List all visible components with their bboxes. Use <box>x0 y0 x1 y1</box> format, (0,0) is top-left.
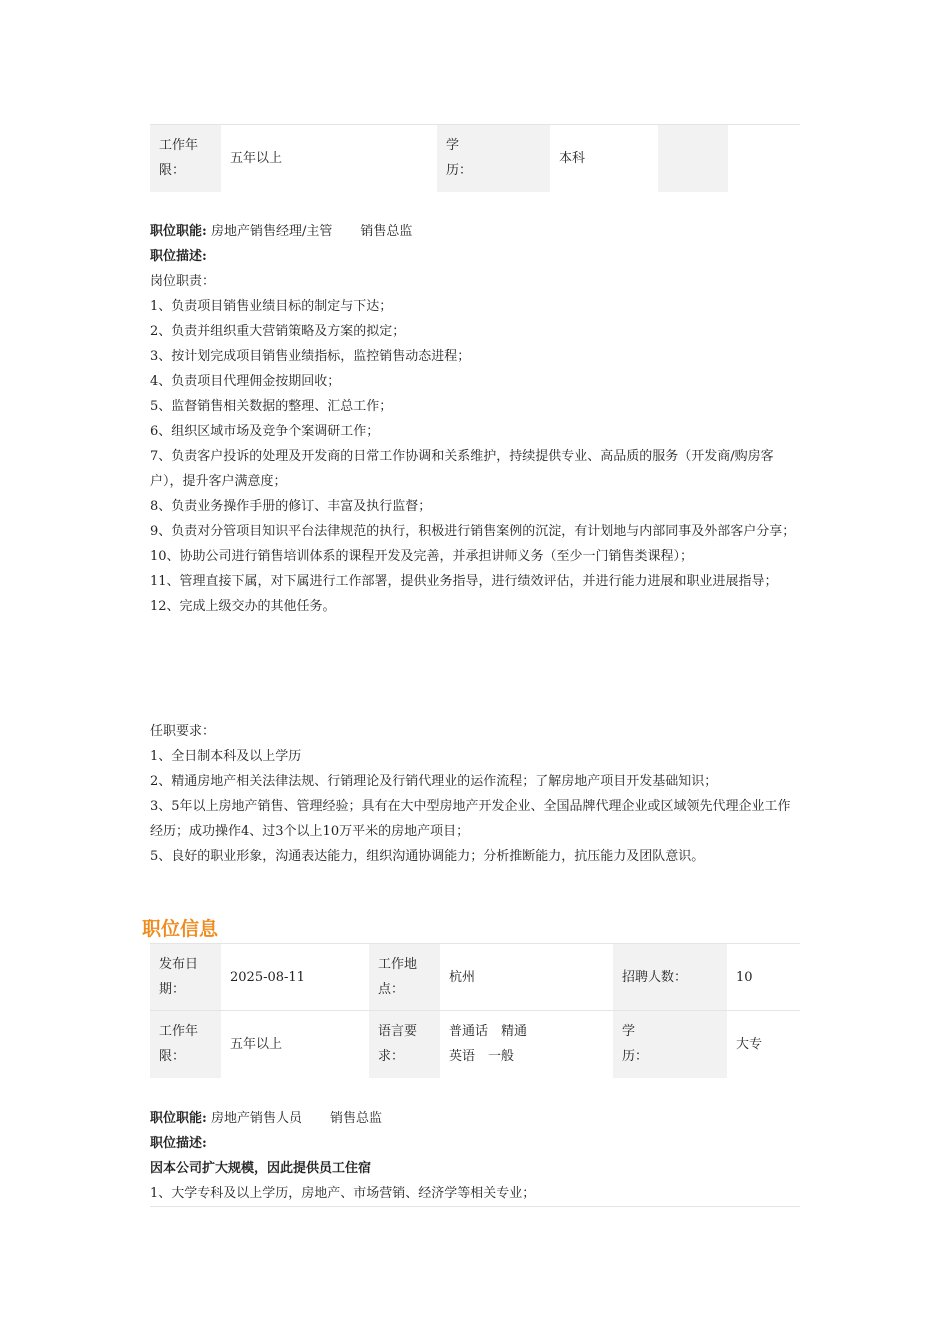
duty-item: 10、协助公司进行销售培训体系的课程开发及完善，并承担讲师义务（至少一门销售类课程）； <box>150 549 694 564</box>
education-label: 学历： <box>613 1011 727 1078</box>
job-function-item: 房地产销售人员 <box>210 1111 302 1126</box>
duty-item: 5、监督销售相关数据的整理、汇总工作； <box>150 399 393 414</box>
location-label: 工作地点： <box>369 944 440 1011</box>
duty-item: 2、负责并组织重大营销策略及方案的拟定； <box>150 324 406 339</box>
publish-date-value: 2025-08-11 <box>221 944 369 1011</box>
req-item: 1、全日制本科及以上学历 <box>150 749 302 764</box>
education-value: 本科 <box>550 125 658 192</box>
language-value <box>440 1011 613 1078</box>
experience-value: 五年以上 <box>221 125 437 192</box>
duty-item: 6、组织区域市场及竞争个案调研工作； <box>150 424 380 439</box>
job-function-label: 职位职能: <box>150 224 207 239</box>
job-function-item: 销售总监 <box>360 224 413 239</box>
experience-label: 工作年限： <box>150 1011 221 1078</box>
duty-title: 岗位职责： <box>150 274 216 289</box>
job2-body <box>150 1106 800 1207</box>
education-value: 大专 <box>727 1011 800 1078</box>
duty-item: 7、负责客户投诉的处理及开发商的日常工作协调和关系维护，持续提供专业、高品质的服务（开发商/购房客户），提升客户满意度； <box>150 449 774 489</box>
req-item: 5、良好的职业形象，沟通表达能力，组织沟通协调能力；分析推断能力，抗压能力及团队意识。 <box>150 849 705 864</box>
experience-value: 五年以上 <box>221 1011 369 1078</box>
empty-cell <box>658 125 728 192</box>
duty-item: 12、完成上级交办的其他任务。 <box>150 599 336 614</box>
job-function-item: 房地产销售经理/主管 <box>210 224 333 239</box>
duty-item: 11、管理直接下属，对下属进行工作部署，提供业务指导，进行绩效评估，并进行能力进展和职业进展指导； <box>150 574 778 589</box>
job2-info-table <box>150 943 800 1078</box>
location-value: 杭州 <box>440 944 613 1011</box>
job-desc-label: 职位描述: <box>150 1136 207 1151</box>
job-function-line <box>150 219 800 244</box>
req-item: 3、5年以上房地产销售、管理经验；具有在大中型房地产开发企业、全国品牌代理企业或区域领先代理企业工作经历；成功操作4、过3个以上10万平米的房地产项目； <box>150 799 791 839</box>
education-label: 学历： <box>437 125 550 192</box>
language-line: 普通话 精通 <box>449 1024 528 1040</box>
experience-label: 工作年限： <box>150 125 221 192</box>
language-line: 英语 一般 <box>449 1049 515 1065</box>
language-label: 语言要求： <box>369 1011 440 1078</box>
duty-item: 8、负责业务操作手册的修订、丰富及执行监督； <box>150 499 432 514</box>
req-item: 2、精通房地产相关法律法规、行销理论及行销代理业的运作流程；了解房地产项目开发基础知识； <box>150 774 718 789</box>
job-function-line <box>150 1106 800 1131</box>
empty-cell <box>728 125 800 192</box>
duty-item: 3、按计划完成项目销售业绩指标，监控销售动态进程； <box>150 349 471 364</box>
duty-item: 9、负责对分管项目知识平台法律规范的执行，积极进行销售案例的沉淀，有计划地与内部同事及外部客户分享； <box>150 524 796 539</box>
headcount-value: 10 <box>727 944 800 1011</box>
job-function-item: 销售总监 <box>329 1111 382 1126</box>
job-desc-label: 职位描述: <box>150 249 207 264</box>
headcount-label: 招聘人数： <box>613 944 727 1011</box>
job-function-label: 职位职能: <box>150 1111 207 1126</box>
section-title: 职位信息 <box>142 918 219 940</box>
duty-item: 1、负责项目销售业绩目标的制定与下达； <box>150 299 393 314</box>
accommodation-notice: 因本公司扩大规模，因此提供员工住宿 <box>150 1161 372 1176</box>
req-item: 1、大学专科及以上学历，房地产、市场营销、经济学等相关专业； <box>150 1186 536 1201</box>
job1-info-table <box>150 124 800 192</box>
duty-item: 4、负责项目代理佣金按期回收； <box>150 374 341 389</box>
req-title: 任职要求： <box>150 724 216 739</box>
job1-body <box>150 219 800 619</box>
job1-requirements <box>150 719 800 869</box>
publish-date-label: 发布日期： <box>150 944 221 1011</box>
